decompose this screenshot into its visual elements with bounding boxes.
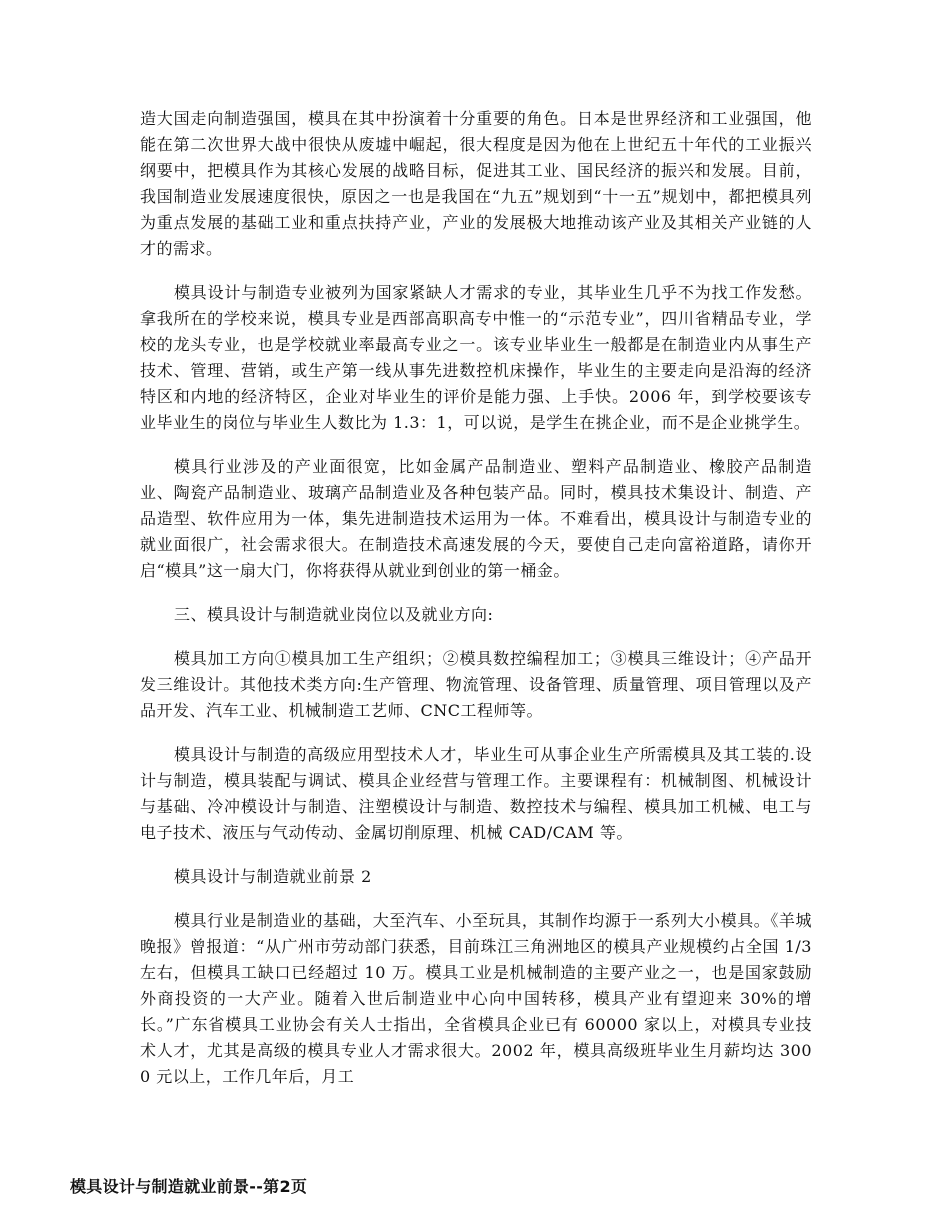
paragraph-courses: 模具设计与制造的高级应用型技术人才，毕业生可从事企业生产所需模具及其工装的.设计与制造，模具装配与调试、模具企业经营与管理工作。主要课程有：机械制图、机械设计与基础、冷冲模设计与制造、注塑模设计与制造、数控技术与编程、模具加工机械、电工与电子技术、液压与气动传动、金属切削原理、机械 CAD/CAM 等。 [140,745,812,842]
section-heading-prospects-2: 模具设计与制造就业前景 2 [174,867,372,886]
page-footer: 模具设计与制造就业前景--第2页 [70,1177,308,1196]
section-heading-jobs: 三、模具设计与制造就业岗位以及就业方向: [174,605,494,624]
paragraph-industry-scope: 模具行业涉及的产业面很宽，比如金属产品制造业、塑料产品制造业、橡胶产品制造业、陶瓷产品制造业、玻璃产品制造业及各种包装产品。同时，模具技术集设计、制造、产品造型、软件应用为一体，集先进制造技术运用为一体。不难看出，模具设计与制造专业的就业面很广，社会需求很大。在制造技术高速发展的今天，要使自己走向富裕道路，请你开启“模具”这一扇大门，你将获得从就业到创业的第一桶金。 [140,457,812,580]
paragraph-industry-news: 模具行业是制造业的基础，大至汽车、小至玩具，其制作均源于一系列大小模具。《羊城晚报》曾报道：“从广州市劳动部门获悉，目前珠江三角洲地区的模具产业规模约占全国 1/3 左右，但模具工缺口已经超过 10 万。模具工业是机械制造的主要产业之一，也是国家鼓励外商投资的一大产业。随着入世后制造业中心向中国转移，模具产业有望迎来 30%的增长。”广东省模具工业协会有关人士指出，全省模具企业已有 60000 家以上，对模具专业技术人才，尤其是高级的模具专业人才需求很大。2002 年，模具高级班毕业生月薪均达 3000 元以上，工作几年后，月工 [140,911,812,1086]
paragraph-job-directions: 模具加工方向①模具加工生产组织；②模具数控编程加工；③模具三维设计；④产品开发三维设计。其他技术类方向:生产管理、物流管理、设备管理、质量管理、项目管理以及产品开发、汽车工业、机械制造工艺师、CNC工程师等。 [140,649,812,720]
paragraph-talent-demand: 模具设计与制造专业被列为国家紧缺人才需求的专业，其毕业生几乎不为找工作发愁。拿我所在的学校来说，模具专业是西部高职高专中惟一的“示范专业”，四川省精品专业，学校的龙头专业，也是学校就业率最高专业之一。该专业毕业生一般都是在制造业内从事生产技术、管理、营销，或生产第一线从事先进数控机床操作，毕业生的主要走向是沿海的经济特区和内地的经济特区，企业对毕业生的评价是能力强、上手快。2006 年，到学校要该专业毕业生的岗位与毕业生人数比为 1.3：1，可以说，是学生在挑企业，而不是企业挑学生。 [140,283,812,432]
paragraph-continued: 造大国走向制造强国，模具在其中扮演着十分重要的角色。日本是世界经济和工业强国，他能在第二次世界大战中很快从废墟中崛起，很大程度是因为他在上世纪五十年代的工业振兴纲要中，把模具作为其核心发展的战略目标，促进其工业、国民经济的振兴和发展。目前，我国制造业发展速度很快，原因之一也是我国在“九五”规划到“十一五”规划中，都把模具列为重点发展的基础工业和重点扶持产业，产业的发展极大地推动该产业及其相关产业链的人才的需求。 [140,109,812,258]
document-body [140,106,812,1108]
